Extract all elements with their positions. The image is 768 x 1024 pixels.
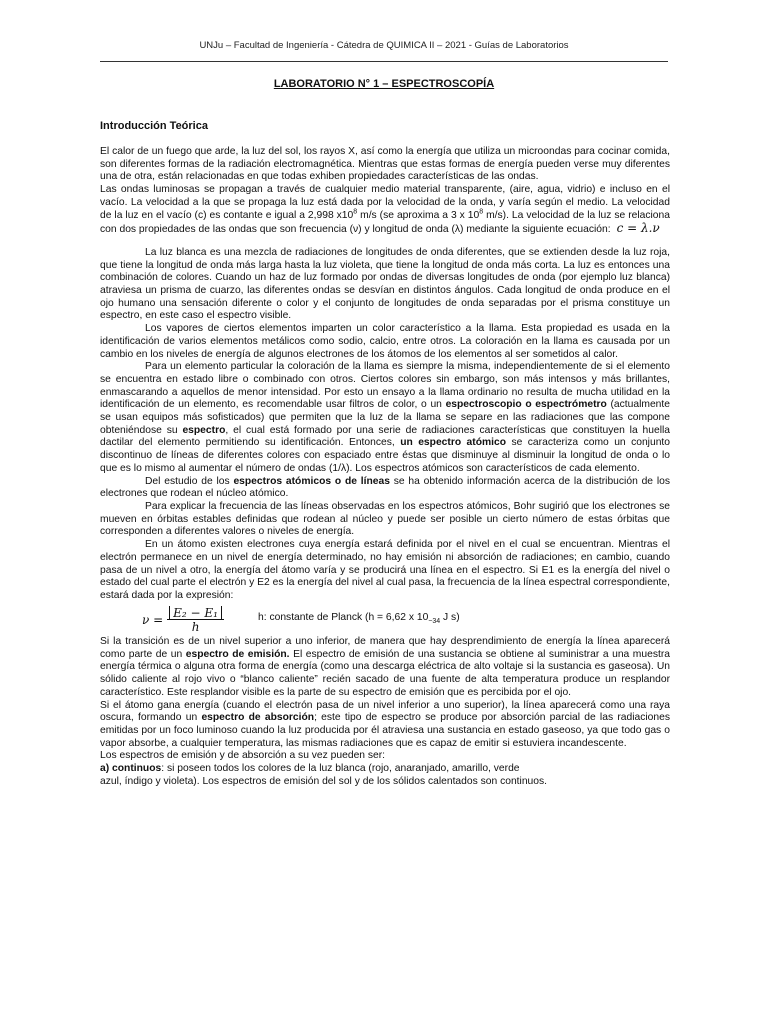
paragraph: a) continuos: si poseen todos los colores de la luz blanca (rojo, anaranjado, amarillo, verde <box>100 763 520 775</box>
equation-frequency: ν = $\frac{\text{E₂ − E₁}}{h}$ h: constante de Planck (h = 6,62 x $10_{-34}$ J s) <box>142 605 460 635</box>
header-rule <box>100 61 668 62</box>
section-heading: Introducción Teórica <box>100 120 208 132</box>
paragraph: Los vapores de ciertos elementos imparten un color característico a la llama. Esta propiedad es usada en la identificación de varios elementos metálicos como sodio, calcio, entre otros. La coloración en la llama es causada por un cambio en los niveles de energía de algunos electrones de los átomos de los elementos al ser sometidos al calor. <box>100 323 670 360</box>
equation-light-speed: c = λ.ν <box>616 221 660 236</box>
paragraph: Los espectros de emisión y de absorción a su vez pueden ser: <box>100 750 386 762</box>
planck-note: h: constante de Planck (h = 6,62 x $10_{-34}$ J s) <box>258 611 460 625</box>
document-title: LABORATORIO N° 1 – ESPECTROSCOPÍA <box>273 78 495 90</box>
fraction: $\frac{\text{E₂ − E₁}}{h}$ <box>167 607 224 634</box>
paragraph: El calor de un fuego que arde, la luz del sol, los rayos X, así como la energía que utiliza un microondas para cocinar comida, son diferentes formas de la radiación electromagnética. Mientras que estas formas de energía pueden verse muy diferentes una de otra, están relacionadas en que todas exhiben propiedades características de las ondas. <box>100 146 670 183</box>
paragraph: Si la transición es de un nivel superior a uno inferior, de manera que hay desprendimiento de energía la línea aparecerá como parte de un espectro de emisión. El espectro de emisión de una sustancia se obtiene al suministrar a una muestra energía térmica o alguna otra forma de energía (como una descarga eléctrica de alto voltaje si la sustancia es gaseosa). Un sólido caliente al rojo vivo o “blanco caliente” recién sacado de una fuente de alta temperatura produce un resplandor característico. Este resplandor visible es la parte de su espectro de emisión que es percibida por el ojo. <box>100 636 671 698</box>
paragraph: azul, índigo y violeta). Los espectros de emisión del sol y de los sólidos calentados son continuos. <box>100 775 548 787</box>
paragraph: Del estudio de los espectros atómicos o de líneas se ha obtenido información acerca de la distribución de los electrones que rodean el núcleo atómico. <box>100 475 670 500</box>
paragraph: Las ondas luminosas se propagan a través de cualquier medio material transparente, (aire, agua, vidrio) e incluso en el vacío. La velocidad a la que se propaga la luz está dada por la velocidad de la onda, y varía según el medio. La velocidad de la luz en el vacío (c) es contante e igual a 2,998 $x10^8$ m/s (se aproxima a 3 x $10^8$ m/s). La velocidad de la luz se relaciona con dos propiedades de las ondas que son frecuencia (ν) y longitud de onda (λ) mediante la siguiente ecuación: c = λ.ν <box>100 184 670 236</box>
paragraph: Si el átomo gana energía (cuando el electrón pasa de un nivel inferior a uno superior), la línea aparecerá como una raya oscura, formando un espectro de absorción; este tipo de espectro se produce por absorción parcial de las radiaciones emitidas por un foco luminoso cuando la luz producida por él atraviesa una sustancia en estado gaseoso, ya que todo gas o vapor absorbe, a cualquier temperatura, las mismas radiaciones que es capaz de emitir si estuviera incandescente. <box>100 699 670 749</box>
paragraph: En un átomo existen electrones cuya energía estará definida por el nivel en el cual se encuentran. Mientras el electrón permanece en un nivel de energía determinado, no hay emisión ni absorción de radiaciones; en cambio, cuando pasa de un nivel a otro, la energía del átomo varía y se producirá una línea en el espectro. Si E1 es la energía del nivel o estado del cual parte el electrón y E2 es la energía del nivel al cual pasa, la frecuencia de la línea espectral correspondiente, estará dada por la expresión: <box>100 539 670 601</box>
page-header: UNJu – Facultad de Ingeniería - Cátedra de QUIMICA II – 2021 - Guías de Laboratorios <box>199 40 569 51</box>
document-body <box>100 146 670 788</box>
paragraph: Para un elemento particular la coloración de la llama es siempre la misma, independientemente de si el elemento se encuentra en estado libre o combinado con otros. Ciertos colores sin embargo, son más intensos y más brillantes, enmascarando a aquellos de menor intensidad. Por esto un ensayo a la llama ordinario no resulta de mucha utilidad en la identificación de un elemento, es recomendable usar filtros de color, o un espectroscopio o espectrómetro (actualmente se usan equipos más sofisticados) que permiten que la luz de la llama se separe en las radiaciones que las compone obteniéndose su espectro, el cual está formado por una serie de radiaciones características que constituyen la huella dactilar del elemento permitiendo su identificación. Entonces, un espectro atómico se caracteriza como un conjunto discontinuo de líneas de diferentes colores con espaciado entre éstas que disminuye al disminuir la longitud de onda o lo que es lo mismo al aumentar el número de ondas (1/λ). Los espectros atómicos son característicos de cada elemento. <box>100 361 671 474</box>
paragraph: Para explicar la frecuencia de las líneas observadas en los espectros atómicos, Bohr sugirió que los electrones se mueven en órbitas estables definidas que rodean al núcleo y puede ser posible un cierto número de estas órbitas que corresponden a diferentes valores o niveles de energía. <box>100 500 670 538</box>
paragraph: La luz blanca es una mezcla de radiaciones de longitudes de onda diferentes, que se extienden desde la luz roja, que tiene la longitud de onda más larga hasta la luz violeta, que tiene la longitud de onda más corta. La luz es entonces una combinación de colores. Cuando un haz de luz formado por ondas de diversas longitudes de onda (por ejemplo luz blanca) atraviesa un prisma de cuarzo, las diferentes ondas se desvían en distintos ángulos. Cada longitud de onda produce en el ojo humano una sensación diferente o color y el conjunto de longitudes de onda separadas por el prisma constituye un espectro, en este caso el espectro visible. <box>100 246 670 322</box>
